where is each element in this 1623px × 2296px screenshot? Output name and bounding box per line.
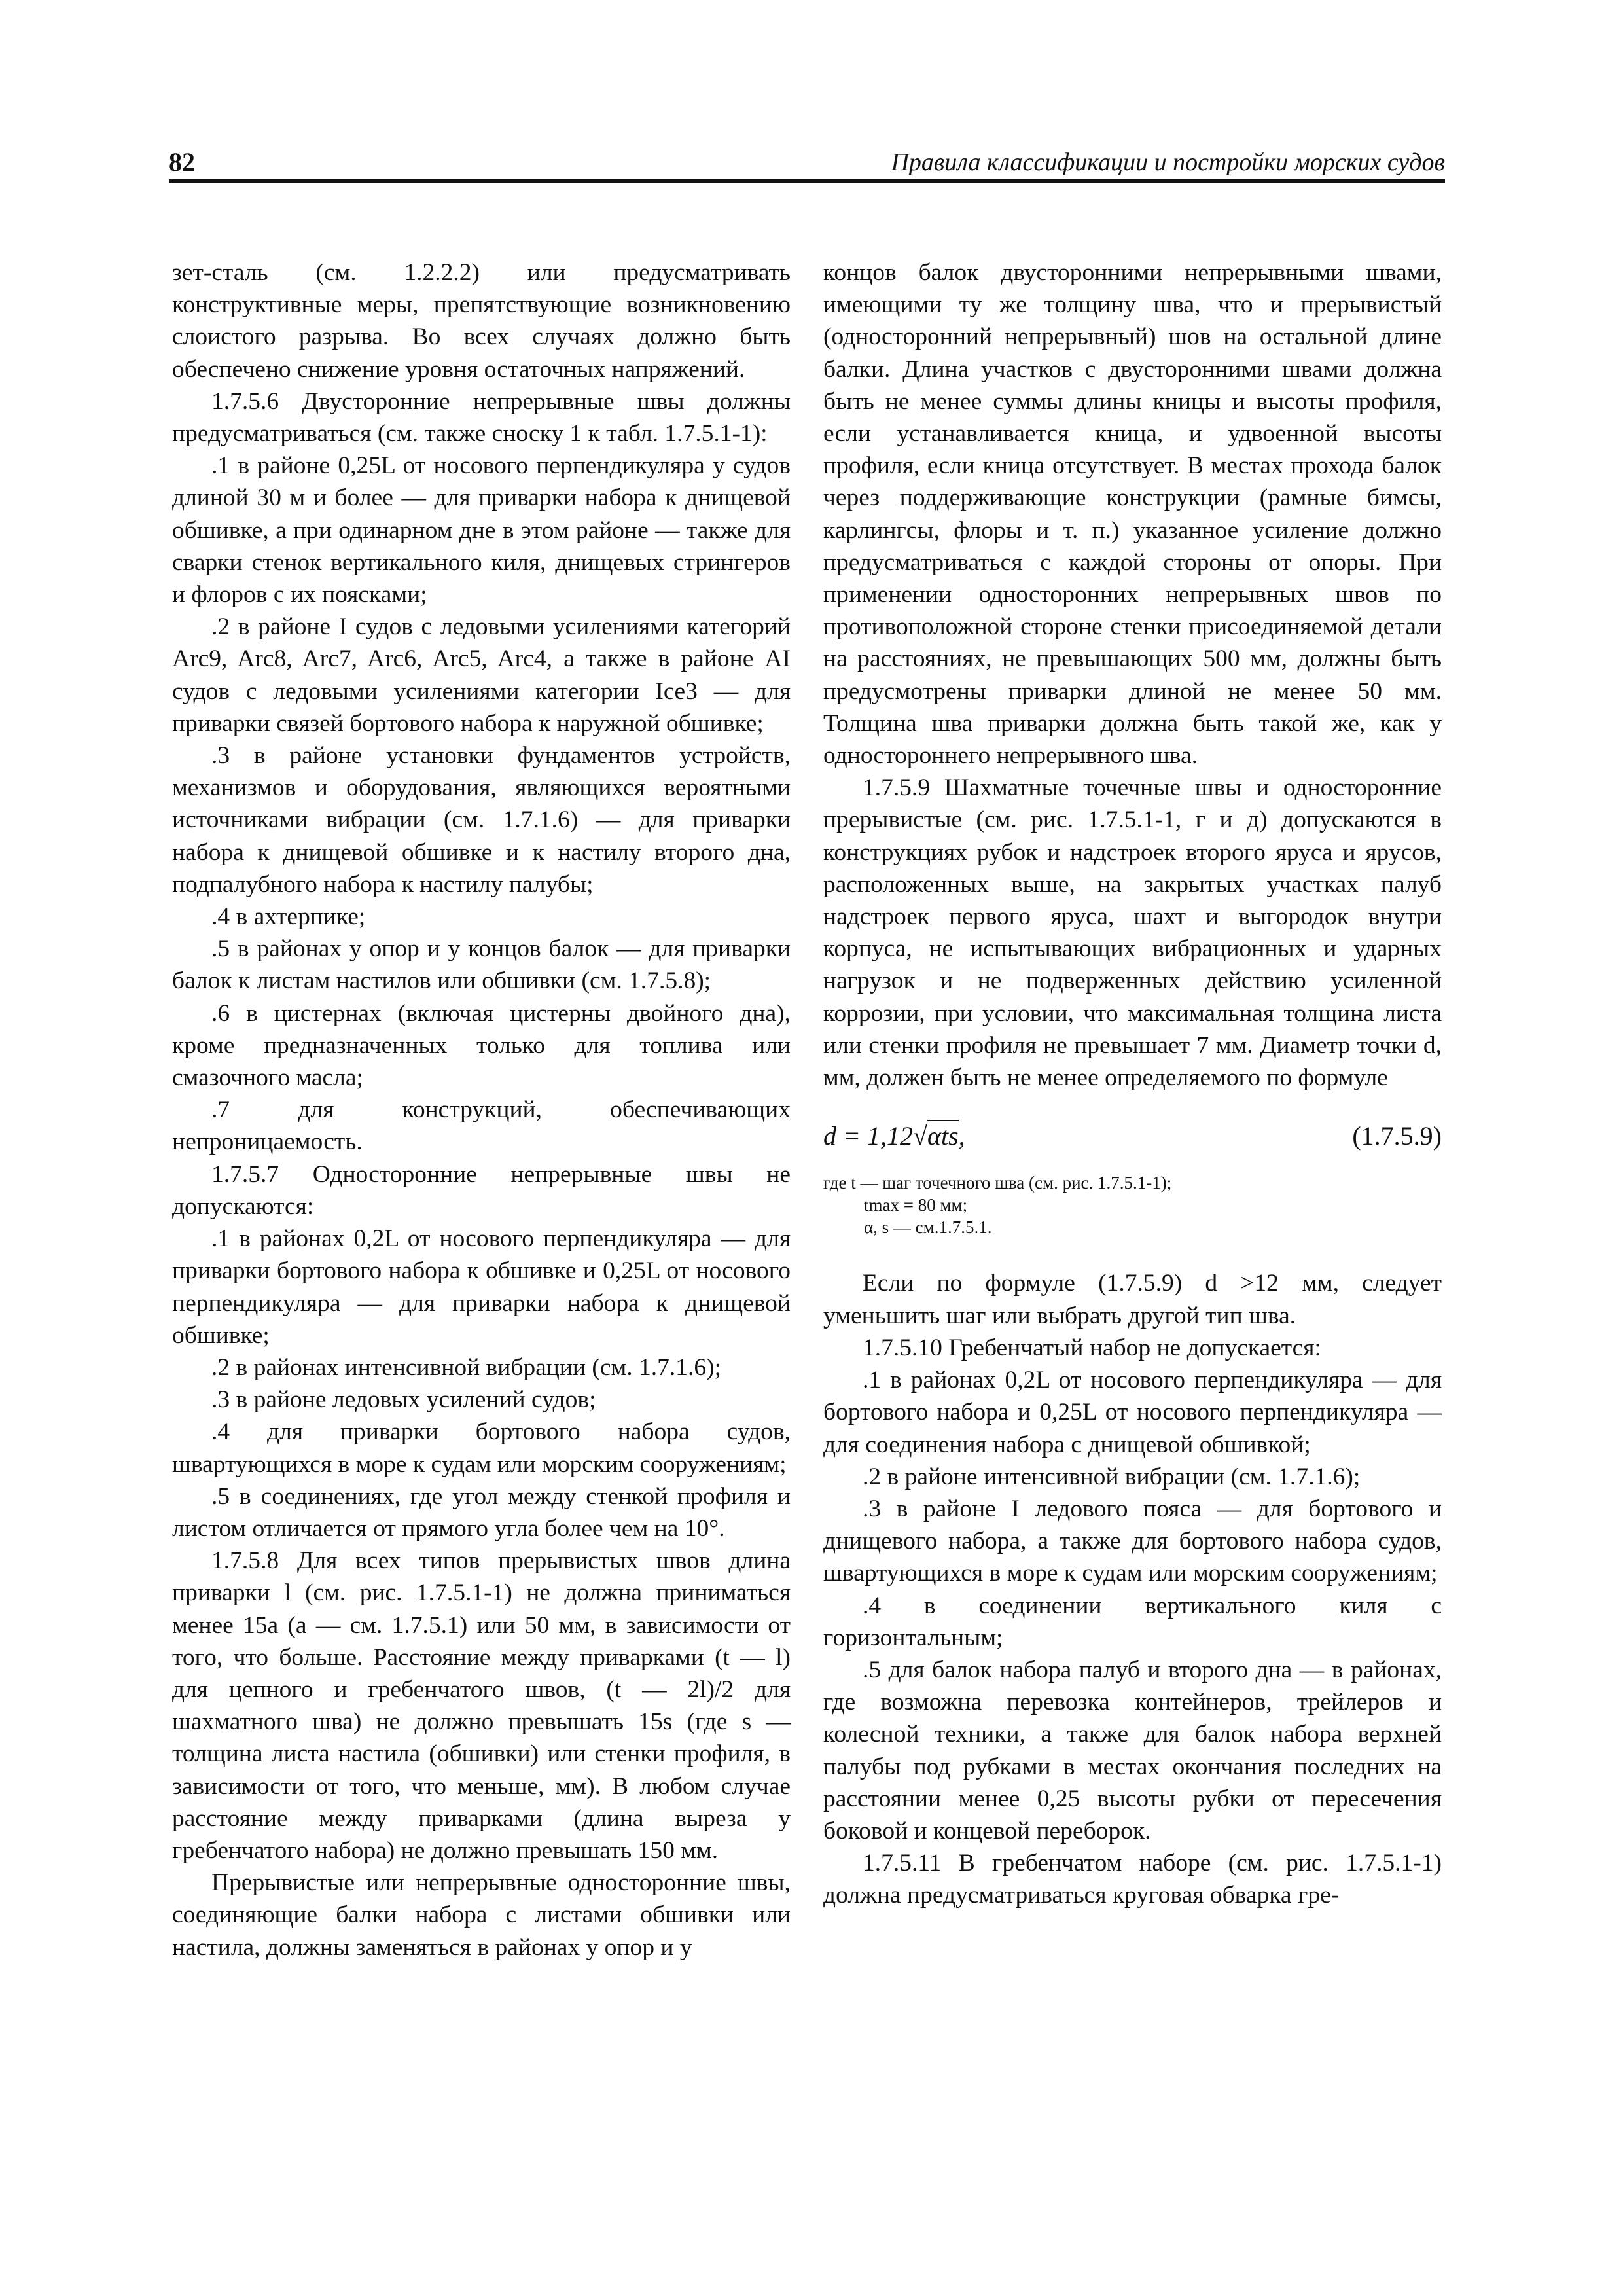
paragraph: зет-сталь (см. 1.2.2.2) или предусматривать конструктивные меры, препятствующие возникновению слоистого разрыва. Во всех случаях должно быть обеспечено снижение уровня остаточных напряжений. [172,259,791,383]
formula-lhs: d = 1,12 [823,1121,913,1151]
legend-line: α, s — см.1.7.5.1. [864,1217,992,1238]
paragraph: 1.7.5.9 Шахматные точечные швы и односторонние прерывистые (см. рис. 1.7.5.1-1, г и д) допускаются в конструкциях рубок и надстроек второго яруса и ярусов, расположенных выше, на закрытых участках палуб надстроек первого яруса, шахт и выгородок внутри корпуса, не испытывающих вибрационных и ударных нагрузок и не подверженных действию усиленной коррозии, при условии, что максимальная толщина листа или стенки профиля не превышает 7 мм. Диаметр точки d, мм, должен быть не менее определяемого по формуле [823,774,1442,1092]
paragraph: .7 для конструкций, обеспечивающих непроницаемость. [172,1096,791,1156]
paragraph: .1 в районах 0,2L от носового перпендикуляра — для приварки бортового набора к обшивке и 0,25L от носового перпендикуляра — для приварки набора к днищевой обшивке; [172,1225,791,1349]
paragraph: .2 в районах интенсивной вибрации (см. 1.7.1.6); [211,1354,722,1381]
paragraph: концов балок двусторонними непрерывными швами, имеющими ту же толщину шва, что и прерывистый (односторонний непрерывный) шов на остальной длине балки. Длина участков с двусторонними швами должна быть не менее суммы длины кницы и высоты профиля, если устанавливается кница, и удвоенной высоты профиля, если кница отсутствует. В местах прохода балок через поддерживающие конструкции (рамные бимсы, карлингсы, флоры и т. п.) указанное усиление должно предусматриваться с каждой стороны от опоры. При применении односторонних непрерывных швов по противоположной стороне стенки присоединяемой детали на расстояниях, не превышающих 500 мм, должны быть предусмотрены приварки длиной не менее 50 мм. Толщина шва приварки должна быть такой же, как у одностороннего непрерывного шва. [823,259,1442,770]
paragraph: .1 в районе 0,25L от носового перпендикуляра у судов длиной 30 м и более — для приварки набора к днищевой обшивке, а при одинарном дне в этом районе — также для сварки стенок вертикального киля, днищевых стрингеров и флоров с их поясками; [172,452,791,609]
paragraph: .6 в цистернах (включая цистерны двойного дна), кроме предназначенных только для топлива или смазочного масла; [172,999,791,1092]
left-column [172,257,791,1964]
formula-number: (1.7.5.9) [1352,1121,1442,1151]
paragraph: .2 в районе I судов с ледовыми усилениями категорий Arc9, Arc8, Arc7, Arc6, Arc5, Arc4, а также в районе AI судов с ледовыми усилениями категории Ice3 — для приварки связей бортового набора к наружной обшивке; [172,613,791,737]
paragraph: .2 в районе интенсивной вибрации (см. 1.7.1.6); [863,1463,1361,1490]
paragraph: .3 в районе I ледового пояса — для бортового и днищевого набора, а также для бортового набора судов, швартующихся в море к судам или морским сооружениям; [823,1495,1442,1587]
formula [823,1120,1442,1152]
paragraph: .5 для балок набора палуб и второго дна — в районах, где возможна перевозка контейнеров, трейлеров и колесной техники, а также для балок набора верхней палубы под рубками в местах окончания последних на расстоянии менее 0,25 высоты рубки от пересечения боковой и концевой переборок. [823,1656,1442,1844]
paragraph: .1 в районах 0,2L от носового перпендикуляра — для бортового набора и 0,25L от носового перпендикуляра — для соединения набора с днищевой обшивкой; [823,1367,1442,1458]
page-header [169,145,1445,183]
running-title: Правила классификации и постройки морских судов [891,149,1445,176]
paragraph: .4 в соединении вертикального киля с горизонтальным; [823,1592,1442,1651]
formula-suffix: , [958,1121,965,1151]
paragraph: .3 в районе установки фундаментов устройств, механизмов и оборудования, являющихся вероятными источниками вибрации (см. 1.7.1.6) — для приварки набора к днищевой обшивке и к настилу второго дна, подпалубного набора к настилу палубы; [172,742,791,898]
page-number: 82 [169,147,195,177]
paragraph: 1.7.5.6 Двусторонние непрерывные швы должны предусматриваться (см. также сноску 1 к табл. 1.7.5.1-1): [172,387,791,448]
paragraph: 1.7.5.7 Односторонние непрерывные швы не допускаются: [172,1160,791,1220]
paragraph: .5 в соединениях, где угол между стенкой профиля и листом отличается от прямого угла более чем на 10°. [172,1482,791,1542]
formula-expression [823,1120,965,1152]
paragraph: .3 в районе ледовых усилений судов; [211,1386,596,1414]
formula-radicand: αts [927,1121,959,1151]
paragraph: Если по формуле (1.7.5.9) d >12 мм, следует уменьшить шаг или выбрать другой тип шва. [823,1270,1442,1329]
paragraph: .5 в районах у опор и у концов балок — для приварки балок к листам настилов или обшивки (см. 1.7.5.8); [172,935,791,995]
paragraph: Прерывистые или непрерывные односторонние швы, соединяющие балки набора с листами обшивки или настила, должны заменяться в районах у опор и у [172,1869,791,1961]
legend-line: tmax = 80 мм; [864,1195,968,1215]
formula-legend [823,1172,1442,1238]
paragraph: 1.7.5.11 В гребенчатом наборе (см. рис. 1.7.5.1-1) должна предусматриваться круговая обварка гре- [823,1850,1442,1909]
right-column [823,257,1442,1912]
paragraph: .4 для приварки бортового набора судов, швартующихся в море к судам или морским сооружениям; [172,1418,791,1478]
sqrt-sign: √ [913,1121,927,1151]
paragraph: 1.7.5.8 Для всех типов прерывистых швов длина приварки l (см. рис. 1.7.5.1-1) не должна приниматься менее 15a (a — см. 1.7.5.1) или 50 мм, в зависимости от того, что больше. Расстояние между приварками (t — l) для цепного и гребенчатого швов, (t — 2l)/2 для шахматного шва) не должно превышать 15s (где s — толщина листа настила (обшивки) или стенки профиля, в зависимости от того, что меньше, мм). В любом случае расстояние между приварками (длина выреза у гребенчатого набора) не должно превышать 150 мм. [172,1547,791,1864]
paragraph: .4 в ахтерпике; [211,903,366,931]
legend-line: где t — шаг точечного шва (см. рис. 1.7.5.1-1); [823,1173,1172,1193]
paragraph: 1.7.5.10 Гребенчатый набор не допускается: [863,1334,1321,1361]
